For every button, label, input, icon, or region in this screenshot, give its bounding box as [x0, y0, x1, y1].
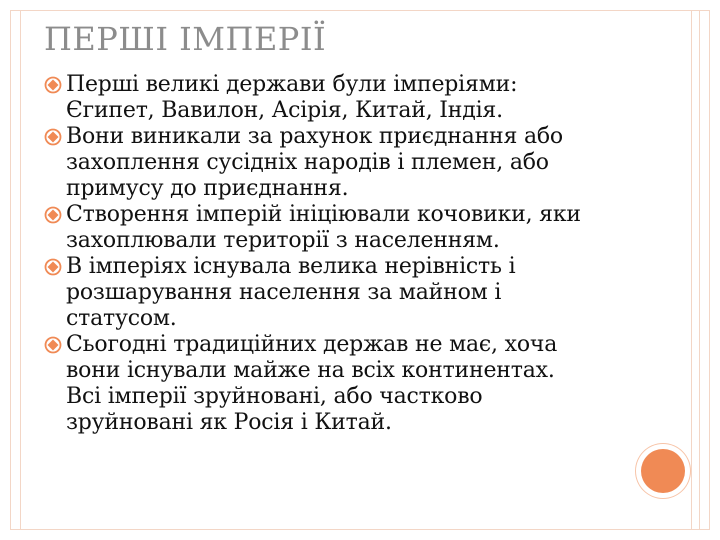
bullet-text: Створення імперій ініціювали кочовики, яки захоплювали території з населенням.	[66, 202, 581, 253]
frame-line-right-outer	[691, 10, 692, 530]
frame-line-left	[20, 10, 21, 530]
bullet-text: Перші великі держави були імперіями: Єгипет, Вавилон, Асірія, Китай, Індія.	[66, 72, 518, 123]
slide-title: ПЕРШІ ІМПЕРІЇ	[44, 20, 327, 58]
diamond-circle-bullet-icon	[44, 206, 62, 224]
diamond-circle-bullet-icon	[44, 76, 62, 94]
decorative-orange-circle	[641, 449, 685, 493]
frame-line-right-inner	[699, 10, 700, 530]
bullet-item-4	[44, 254, 684, 332]
bullet-list	[44, 72, 684, 436]
bullet-text: Сьогодні традиційних держав не має, хоча вони існували майже на всіх континентах. Всі імперії зруйновані, або частково зруйновані як Росія і Китай.	[66, 332, 558, 435]
diamond-circle-bullet-icon	[44, 128, 62, 146]
bullet-text: Вони виникали за рахунок приєднання або захоплення сусідніх народів і племен, або примусу до приєднання.	[66, 124, 563, 201]
bullet-item-1	[44, 72, 684, 124]
diamond-circle-bullet-icon	[44, 336, 62, 354]
bullet-text: В імперіях існувала велика нерівність і розшарування населення за майном і статусом.	[66, 254, 516, 331]
bullet-item-2	[44, 124, 684, 202]
bullet-item-5	[44, 332, 684, 436]
bullet-item-3	[44, 202, 684, 254]
diamond-circle-bullet-icon	[44, 258, 62, 276]
